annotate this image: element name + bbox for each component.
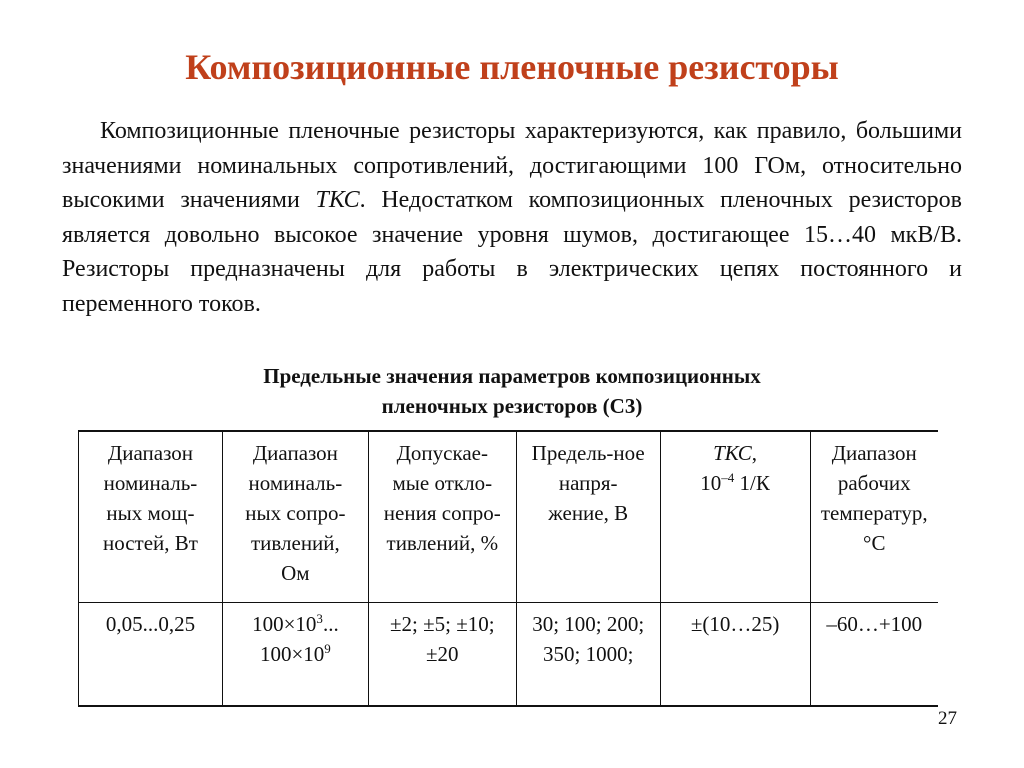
- table-row: [79, 603, 939, 707]
- page-number: 27: [938, 708, 957, 729]
- parameters-table: [78, 430, 938, 707]
- table-caption-line-1: Предельные значения параметров композиционных: [263, 364, 761, 388]
- cell-tks: ±(10…25): [660, 603, 810, 707]
- table-header-row: [79, 431, 939, 603]
- cell-power-range: 0,05...0,25: [79, 603, 223, 707]
- table-caption: [0, 361, 1024, 421]
- body-paragraph: [62, 114, 962, 321]
- paragraph-part-2: . Недостатком композиционных пленочных резисторов является довольно высокое значение уровня шумов, достигающее 15…40 мкВ/В. Резисторы предназначены для работы в электрических цепях постоянного и переменного токов.: [62, 187, 962, 317]
- cell-tolerance: ±2; ±5; ±10; ±20: [368, 603, 516, 707]
- tks-term: ТКС: [315, 187, 360, 213]
- header-tks: ТКС, $10^{-4}$ 1/К: [660, 431, 810, 603]
- header-voltage-limit: Предель-ное напря- жение, В: [516, 431, 660, 603]
- header-temperature-range: Диапазон рабочих температур, °С: [810, 431, 938, 603]
- paragraph-part-1: Композиционные пленочные резисторы характеризуются, как правило, большими значениями номинальных сопротивлений, достигающими 100 ГОм, относительно высокими значениями: [62, 118, 962, 213]
- header-tolerance: Допускае- мые откло- нения сопро- тивлений, %: [368, 431, 516, 603]
- cell-voltage-limit: 30; 100; 200; 350; 1000;: [516, 603, 660, 707]
- table-caption-line-2: пленочных резисторов (С3): [381, 394, 643, 418]
- cell-resistance-range: $100\times 10^3$... $100\times 10^9$: [222, 603, 368, 707]
- cell-temperature-range: –60…+100: [810, 603, 938, 707]
- slide-title: Композиционные пленочные резисторы: [185, 47, 839, 87]
- header-resistance-range: Диапазон номиналь- ных сопро- тивлений, Ом: [222, 431, 368, 603]
- header-power-range: Диапазон номиналь- ных мощ- ностей, Вт: [79, 431, 223, 603]
